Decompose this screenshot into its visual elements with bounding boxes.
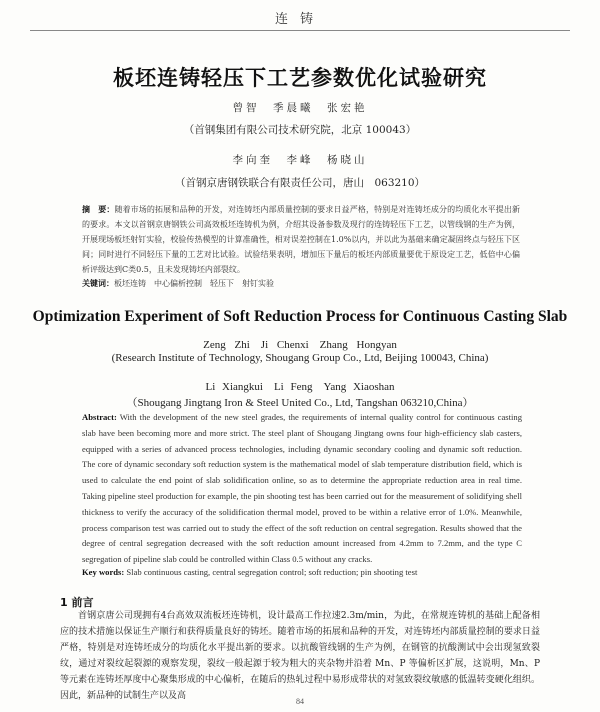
chinese-affiliation-1: （首钢集团有限公司技术研究院，北京 100043） xyxy=(183,124,417,136)
english-keywords xyxy=(82,567,522,577)
header-rule xyxy=(30,30,570,31)
english-keywords-label: Key words: xyxy=(82,567,125,577)
english-abstract-text: With the development of the new steel grades, the requirements of internal quality control for continuous casting slab have been becoming more and more strict. The steel plant of Shougang Jingtang owns four high-efficiency slab casters, equipped with a series of advanced process technologies, including dynamic secondary cooling and dynamic soft reduction. The core of dynamic secondary soft reduction system is the mathematical model of slab temperature distribution field, which is used to calculate the end point of slab solidification online, so as to determine the appropriate reduction area in real time. Taking pipeline steel production for example, the pin shooting test has been carried out for the measurement of solidifying shell thickness to verify the accuracy of the solidification thermal model, proved to be within a relative error of 1.0%. Meanwhile, process comparison test was carried out to study the effect of the soft reduction on central segregation. Results showed that the degree of central segregation decreased with the soft reduction amount increased from 4.2mm to 7.2mm, and the type C segregation of pipeline slab could be controlled within Class 0.5 without any cracks. xyxy=(82,412,522,565)
english-affiliation-1: (Research Institute of Technology, Shougang Group Co., Ltd, Beijing 100043, China) xyxy=(111,352,489,364)
chinese-abstract-text: 随着市场的拓展和品种的开发，对连铸坯内部质量控制的要求日益严格，特别是对连铸坯成分的均质化水平提出新的要求。本文以首钢京唐钢铁公司高效板坯连铸机为例，介绍其设备参数及现行的连铸轻压下工艺，以管线钢的生产为例，开展现场板坯射钉实验，校验传热模型的计算准确性，相对误差控制在1.0%以内，并以此为基础来确定凝固终点与轻压下区间；同时进行不同轻压下量的工艺对比试验。试验结果表明，增加压下量后的板坯内部质量要优于原设定工艺，低倍中心偏析评级达到C类0.5，且未发现铸坯内部裂纹。 xyxy=(82,205,520,274)
chinese-abstract-label: 摘 要： xyxy=(82,204,115,214)
running-head: 连铸 xyxy=(274,12,325,27)
chinese-keywords xyxy=(82,278,520,289)
chinese-affiliation-2: （首钢京唐钢铁联合有限责任公司，唐山 063210） xyxy=(174,177,426,189)
english-abstract xyxy=(82,410,522,568)
english-keywords-text: Slab continuous casting, central segregation control; soft reduction; pin shooting test xyxy=(126,567,418,577)
english-authors-2: Li Xiangkui Li Feng Yang Xiaoshan xyxy=(205,381,395,393)
english-affiliation-2: （Shougang Jingtang Iron & Steel United Co., Ltd, Tangshan 063210,China） xyxy=(126,397,474,409)
chinese-title: 板坯连铸轻压下工艺参数优化试验研究 xyxy=(113,66,487,90)
chinese-keywords-text: 板坯连铸 中心偏析控制 轻压下 射钉实验 xyxy=(114,279,274,288)
english-title: Optimization Experiment of Soft Reduction Process for Continuous Casting Slab xyxy=(32,308,568,325)
chinese-authors-1: 曾智 季晨曦 张宏艳 xyxy=(232,102,368,114)
english-authors-1: Zeng Zhi Ji Chenxi Zhang Hongyan xyxy=(203,339,397,351)
page-number: 84 xyxy=(296,697,304,706)
introduction-body: 首钢京唐公司现拥有4台高效双流板坯连铸机，设计最高工作拉速2.3m/min，为此，在常规连铸机的基础上配备相应的技术措施以保证生产顺行和获得质量良好的铸坯。随着市场的拓展和品种的开发，对连铸坯内部质量控制的要求日益严格，特别是对连铸坯成分的均质化水平提出新的要求。以抗酸管线钢的生产为例，在钢管的抗酸测试中会出现氢致裂纹，通过对裂纹起裂源的观察发现，裂纹一般起源于较为粗大的夹杂物并沿着 Mn、P 等偏析区扩展，这说明，Mn、P 等元素在连铸坯厚度中心聚集形成的中心偏析，在随后的热轧过程中易形成带状的对氢致裂纹敏感的低温转变硬化组织。因此，新品种的试制生产以及高 xyxy=(60,611,540,701)
chinese-keywords-label: 关键词： xyxy=(82,278,114,288)
section-heading-introduction: 1 前言 xyxy=(60,596,94,609)
chinese-authors-2: 李向奎 李峰 杨晓山 xyxy=(232,154,368,166)
english-abstract-label: Abstract: xyxy=(82,412,117,422)
chinese-abstract xyxy=(82,202,520,277)
